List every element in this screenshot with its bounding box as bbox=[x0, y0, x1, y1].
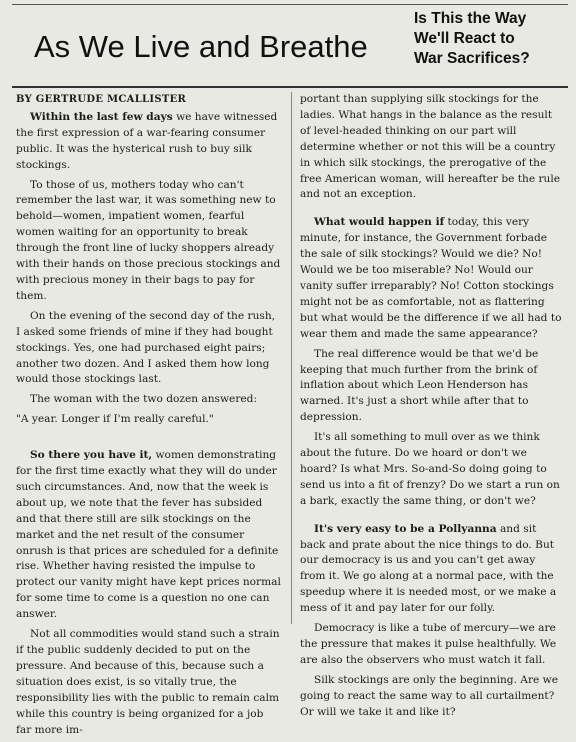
paragraph bbox=[300, 347, 564, 427]
paragraph-text: Silk stockings are only the beginning. Are we going to react the same way to all curtailment? Or will we take it and like it? bbox=[300, 673, 558, 718]
paragraph bbox=[16, 309, 282, 389]
paragraph-text: To those of us, mothers today who can't remember the last war, it was something new to behold—women, impatient women, fearful women waiting for an opportunity to break through the front line of lucky shoppers already with their hands on those precious stockings and with precious money in their bags to pay for them. bbox=[16, 178, 281, 302]
paragraph-text: women demonstrating for the first time exactly what they will do under such circumstances. And, now that the week is about up, we note that the fever has subsided and that there still are silk stockings on the market and the net result of the consumer onrush is that prices are scheduled for a definite rise. Whether having resisted the impulse to protect our vanity might have kept prices normal for some time to come is a question no one can answer. bbox=[16, 449, 281, 621]
paragraph-text: Not all commodities would stand such a strain if the public suddenly decided to put on the pressure. And because of this, because such a situation does exist, is so vitally true, the responsibility lies with the public to remain calm while this country is being organized for a job far more im- bbox=[16, 628, 280, 736]
section-gap bbox=[16, 432, 282, 448]
paragraph bbox=[300, 522, 564, 617]
paragraph-lead: Within the last few days bbox=[30, 110, 173, 123]
article-header bbox=[12, 5, 568, 85]
paragraph-text: On the evening of the second day of the rush, I asked some friends of mine if they had bought stockings. Yes, one had purchased eight pairs; another two dozen. And I asked them how long would those stockings last. bbox=[16, 309, 276, 386]
quote bbox=[16, 412, 282, 428]
paragraph-text: "A year. Longer if I'm really careful." bbox=[16, 413, 214, 426]
paragraph bbox=[300, 621, 564, 669]
paragraph-text: portant than supplying silk stockings for the ladies. What hangs in the balance as the result of level-headed thinking on our part will determine whether or not this will be a country in which silk stockings, the prerogative of the free American woman, will hereafter be the rule and not an exception. bbox=[300, 93, 561, 201]
headline-line: Is This the Way bbox=[414, 10, 527, 27]
paragraph-text: we have witnessed the first expression of a war-fearing consumer public. It was the hysterical rush to buy silk stockings. bbox=[16, 110, 278, 171]
paragraph-lead: So there you have it, bbox=[30, 449, 153, 462]
section-gap bbox=[300, 207, 564, 215]
left-column bbox=[16, 92, 282, 742]
header-rule bbox=[12, 86, 568, 88]
paragraph-lead: What would happen if bbox=[314, 216, 445, 229]
byline: BY GERTRUDE MCALLISTER bbox=[16, 94, 187, 105]
paragraph bbox=[300, 92, 564, 203]
section-gap bbox=[300, 514, 564, 522]
paragraph bbox=[16, 627, 282, 738]
headline-line: We'll React to bbox=[414, 30, 515, 47]
paragraph-text: Democracy is like a tube of mercury—we are the pressure that makes it pulse healthfully. We are also the observers who must watch it fall. bbox=[300, 622, 557, 666]
paragraph-text: today, this very minute, for instance, the Government forbade the sale of silk stockings? Would we die? No! Would we be too miserable? No! Would our vanity suffer irreparably? No! Cotton stockings might not be as comfortable, not as flattering but what would be the difference if we all had to wear them and made the same appearance? bbox=[300, 216, 562, 340]
paragraph bbox=[300, 430, 564, 510]
paragraph-text: The woman with the two dozen answered: bbox=[30, 393, 258, 406]
paragraph bbox=[16, 110, 282, 174]
paragraph bbox=[16, 448, 282, 623]
headline-line: War Sacrifices? bbox=[414, 50, 530, 67]
paragraph bbox=[300, 673, 564, 721]
column-title: As We Live and Breathe bbox=[34, 29, 368, 64]
paragraph bbox=[300, 215, 564, 342]
column-divider bbox=[291, 92, 292, 624]
paragraph-text: It's all something to mull over as we think about the future. Do we hoard or don't we hoard? Is what Mrs. So-and-So doing going to send us into a fit of frenzy? Do we start a run on a bark, exactly the same thing, or don't we? bbox=[300, 431, 560, 507]
paragraph bbox=[16, 178, 282, 305]
headline bbox=[414, 9, 576, 69]
paragraph-text: The real difference would be that we'd be keeping that much further from the brink of inflation about which Leon Henderson has warned. It's just a short while after that to depression. bbox=[300, 347, 539, 424]
paragraph-text: and sit back and prate about the nice things to do. But our democracy is us and you can't get away from it. We go along at a normal pace, with the speedup where it is needed most, or we make a mess of it and pay later for our folly. bbox=[300, 522, 557, 615]
right-column bbox=[300, 92, 564, 725]
paragraph bbox=[16, 392, 282, 408]
paragraph-lead: It's very easy to be a Pollyanna bbox=[314, 522, 497, 535]
